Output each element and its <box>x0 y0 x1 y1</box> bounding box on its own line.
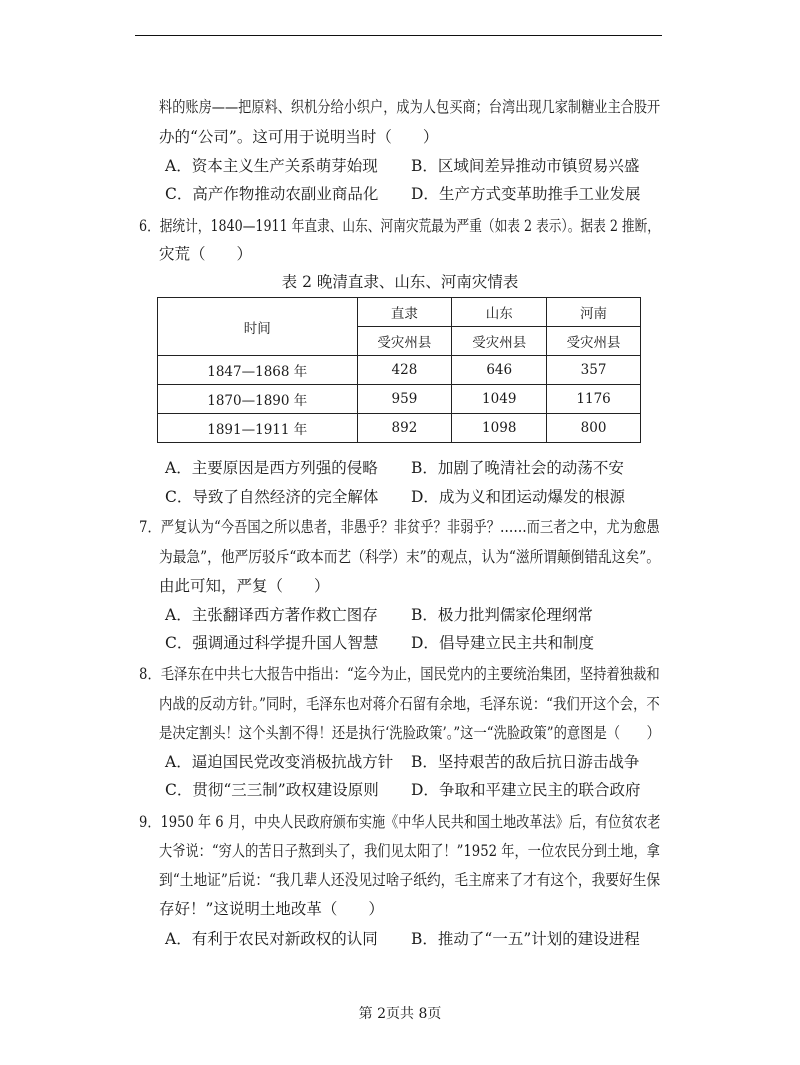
table-caption: 表 2 晚清直隶、山东、河南灾情表 <box>281 273 519 291</box>
q9-line3: 到“土地证”后说：“我几辈人还没见过啥子纸约，毛主席来了才有这个，我要好生保 <box>159 871 661 889</box>
q8-line2: 内战的反动方针。”同时，毛泽东也对蒋介石留有余地，毛泽东说：“我们开这个会，不 <box>159 695 660 713</box>
q9-line1: 9．1950 年 6 月，中央人民政府颁布实施《中华人民共和国土地改革法》后，有位贫农老 <box>139 813 661 831</box>
q5-option-d[interactable]: D．生产方式变革助推手工业发展 <box>411 185 641 203</box>
q5-option-c[interactable]: C．高产作物推动农副业商品化 <box>165 185 379 203</box>
province-header: 河南 <box>547 298 641 327</box>
province-header: 山东 <box>452 298 547 327</box>
q5-line1: 料的账房——把原料、织机分给小织户，成为人包买商；台湾出现几家制糖业主合股开 <box>159 98 661 116</box>
header-rule <box>135 35 662 36</box>
period-cell: 1870—1890 年 <box>158 385 358 414</box>
q6-option-b[interactable]: B．加剧了晚清社会的动荡不安 <box>411 459 624 477</box>
value-cell: 1176 <box>547 385 641 414</box>
sub-header: 受灾州县 <box>547 327 641 356</box>
q7-option-d[interactable]: D．倡导建立民主共和制度 <box>411 634 594 652</box>
q7-line3: 由此可知，严复（ ） <box>159 577 330 595</box>
q5-option-b[interactable]: B．区域间差异推动市镇贸易兴盛 <box>411 157 640 175</box>
q8-option-c[interactable]: C．贯彻“三三制”政权建设原则 <box>165 781 379 799</box>
q5-option-a[interactable]: A．资本主义生产关系萌芽始现 <box>165 157 378 175</box>
table-header-row <box>158 298 641 327</box>
q7-option-a[interactable]: A．主张翻译西方著作救亡图存 <box>165 606 378 624</box>
q8-option-b[interactable]: B．坚持艰苦的敌后抗日游击战争 <box>411 753 640 771</box>
value-cell: 646 <box>452 356 547 385</box>
q6-line2: 灾荒（ ） <box>159 245 253 263</box>
q8-option-a[interactable]: A．逼迫国民党改变消极抗战方针 <box>165 753 394 771</box>
q9-line4: 存好！”这说明土地改革（ ） <box>159 900 384 918</box>
q6-option-c[interactable]: C．导致了自然经济的完全解体 <box>165 488 379 506</box>
q9-option-b[interactable]: B．推动了“一五”计划的建设进程 <box>411 930 640 948</box>
province-header: 直隶 <box>357 298 452 327</box>
table-row <box>158 385 641 414</box>
value-cell: 428 <box>357 356 452 385</box>
value-cell: 800 <box>547 414 641 443</box>
sub-header: 受灾州县 <box>357 327 452 356</box>
disaster-table <box>157 297 641 443</box>
q6-line1: 6．据统计，1840—1911 年直隶、山东、河南灾荒最为严重（如表 2 表示）。据表 2 推断， <box>139 217 660 235</box>
q8-line3: 是决定割头！这个头割不得！还是执行‘洗脸政策’。”这一“洗脸政策”的意图是（ ） <box>159 724 660 742</box>
value-cell: 357 <box>547 356 641 385</box>
value-cell: 959 <box>357 385 452 414</box>
time-header: 时间 <box>158 298 358 356</box>
period-cell: 1891—1911 年 <box>158 414 358 443</box>
q7-line1: 7．严复认为“今吾国之所以患者，非愚乎？非贫乎？非弱乎？……而三者之中，尤为愈愚 <box>139 518 660 536</box>
table-row <box>158 356 641 385</box>
q9-option-a[interactable]: A．有利于农民对新政权的认同 <box>165 930 378 948</box>
q5-line2: 办的“公司”。这可用于说明当时（ ） <box>159 128 439 146</box>
period-cell: 1847—1868 年 <box>158 356 358 385</box>
value-cell: 1049 <box>452 385 547 414</box>
q6-option-d[interactable]: D．成为义和团运动爆发的根源 <box>411 488 625 506</box>
q8-line1: 8．毛泽东在中共七大报告中指出：“迄今为止，国民党内的主要统治集团，坚持着独裁和 <box>139 665 660 683</box>
value-cell: 892 <box>357 414 452 443</box>
q7-option-b[interactable]: B．极力批判儒家伦理纲常 <box>411 606 593 624</box>
sub-header: 受灾州县 <box>452 327 547 356</box>
value-cell: 1098 <box>452 414 547 443</box>
page-number: 第 2页共 8页 <box>358 1006 442 1022</box>
q7-line2: 为最急”，他严厉驳斥“政本而艺（科学）末”的观点，认为“滋所谓颠倒错乱这矣”。 <box>159 548 660 566</box>
q9-line2: 大爷说：“穷人的苦日子熬到头了，我们见太阳了！”1952 年，一位农民分到土地，拿 <box>159 842 660 860</box>
q8-option-d[interactable]: D．争取和平建立民主的联合政府 <box>411 781 641 799</box>
table-row <box>158 414 641 443</box>
q6-option-a[interactable]: A．主要原因是西方列强的侵略 <box>165 459 378 477</box>
q7-option-c[interactable]: C．强调通过科学提升国人智慧 <box>165 634 379 652</box>
